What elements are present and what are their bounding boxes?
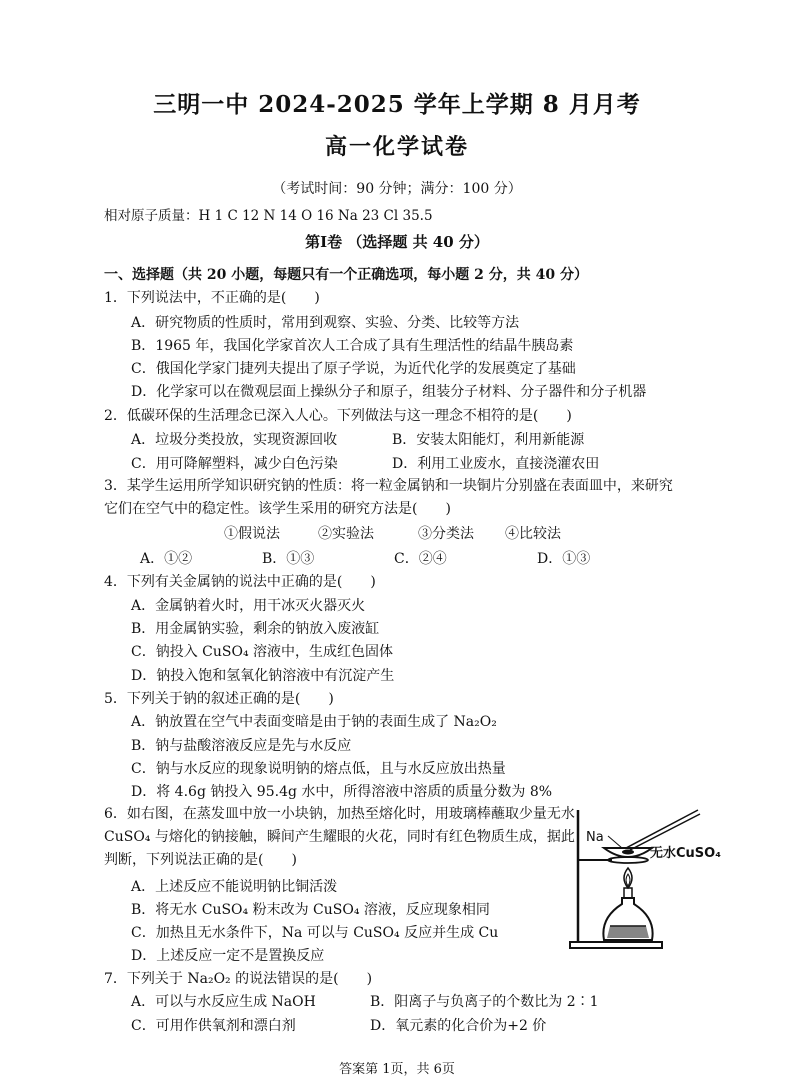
question-3-option-c: C．②④ [394, 551, 447, 567]
sodium-piece [622, 850, 634, 855]
atomic-masses: 相对原子质量：H 1 C 12 N 14 O 16 Na 23 Cl 35.5 [104, 208, 433, 224]
question-6-stem: 6．如右图，在蒸发皿中放一小块钠，加热至熔化时，用玻璃棒蘸取少量无水 CuSO₄ 与熔化的钠接触，瞬间产生耀眼的火花，同时有红色物质生成，据此判断，下列说法正确的是( ) [104, 806, 575, 868]
question-4-option-d: D．钠投入饱和氢氧化钠溶液中有沉淀产生 [131, 668, 395, 684]
question-2-option-a: A．垃圾分类投放，实现资源回收 [131, 432, 338, 448]
question-5-stem: 5．下列关于钠的叙述正确的是( ) [104, 691, 334, 707]
figure-label-na: Na [586, 830, 604, 845]
figure-label-cuso4: 无水CuSO₄ [650, 846, 721, 861]
exam-info: （考试时间：90 分钟；满分：100 分） [272, 181, 522, 197]
stand-base [570, 942, 662, 948]
question-6-option-a: A．上述反应不能说明钠比铜活泼 [131, 879, 338, 895]
question-4-option-a: A．金属钠着火时，用干冰灭火器灭火 [131, 598, 366, 614]
question-3-stem: 3．某学生运用所学知识研究钠的性质：将一粒金属钠和一块铜片分别盛在表面皿中，来研究它们在空气中的稳定性。该学生采用的研究方法是( ) [104, 478, 673, 517]
question-7-option-b: B．阳离子与负离子的个数比为 2∶1 [370, 994, 599, 1010]
question-2-stem: 2．低碳环保的生活理念已深入人心。下列做法与这一理念不相符的是( ) [104, 408, 572, 424]
question-4-option-c: C．钠投入 CuSO₄ 溶液中，生成红色固体 [131, 644, 394, 660]
question-5-option-a: A．钠放置在空气中表面变暗是由于钠的表面生成了 Na₂O₂ [131, 714, 497, 730]
question-3-method-1: ①假说法 [224, 526, 280, 542]
question-2-option-d: D．利用工业废水，直接浇灌农田 [392, 456, 600, 472]
question-7-stem: 7．下列关于 Na₂O₂ 的说法错误的是( ) [104, 971, 373, 987]
question-5-option-d: D．将 4.6g 钠投入 95.4g 水中，所得溶液中溶质的质量分数为 8% [131, 784, 553, 800]
question-3-option-b: B．①③ [262, 551, 315, 567]
question-1-option-c: C．俄国化学家门捷列夫提出了原子学说，为近代化学的发展奠定了基础 [131, 361, 576, 377]
question-6-option-c: C．加热且无水条件下，Na 可以与 CuSO₄ 反应并生成 Cu [131, 925, 499, 941]
question-3-method-4: ④比较法 [505, 526, 561, 542]
question-6-figure [560, 808, 740, 958]
question-7-option-a: A．可以与水反应生成 NaOH [131, 994, 316, 1010]
flame [624, 868, 632, 888]
section-heading: 一、选择题（共 20 小题，每题只有一个正确选项，每小题 2 分，共 40 分） [104, 267, 588, 283]
exam-subtitle: 高一化学试卷 [324, 134, 469, 160]
question-2-option-c: C．用可降解塑料，减少白色污染 [131, 456, 338, 472]
question-3-option-a: A．①② [140, 551, 193, 567]
question-5-option-b: B．钠与盐酸溶液反应是先与水反应 [131, 738, 352, 754]
question-4-stem: 4．下列有关金属钠的说法中正确的是( ) [104, 574, 376, 590]
question-5-option-c: C．钠与水反应的现象说明钠的熔点低，且与水反应放出热量 [131, 761, 506, 777]
exam-title: 三明一中 2024-2025 学年上学期 8 月月考 [153, 91, 641, 118]
volume-heading: 第Ⅰ卷 （选择题 共 40 分） [305, 233, 489, 251]
question-3-method-3: ③分类法 [418, 526, 474, 542]
lamp-wick-holder [624, 888, 632, 898]
na-pointer [608, 836, 622, 848]
question-7-option-c: C．可用作供氧剂和漂白剂 [131, 1018, 296, 1034]
question-2-option-b: B．安装太阳能灯，利用新能源 [392, 432, 585, 448]
question-1-option-a: A．研究物质的性质时，常用到观察、实验、分类、比较等方法 [131, 315, 520, 331]
page-footer: 答案第 1页，共 6页 [339, 1062, 455, 1077]
question-3-option-d: D．①③ [537, 551, 591, 567]
question-3-method-2: ②实验法 [318, 526, 374, 542]
question-7-option-d: D．氧元素的化合价为+2 价 [370, 1018, 547, 1034]
flame-inner [626, 874, 630, 886]
question-1-option-d: D．化学家可以在微观层面上操纵分子和原子，组装分子材料、分子器件和分子机器 [131, 384, 647, 400]
question-6-option-b: B．将无水 CuSO₄ 粉末改为 CuSO₄ 溶液，反应现象相同 [131, 902, 490, 918]
question-1-option-b: B．1965 年，我国化学家首次人工合成了具有生理活性的结晶牛胰岛素 [131, 338, 574, 354]
question-6-option-d: D．上述反应一定不是置换反应 [131, 948, 325, 964]
question-4-option-b: B．用金属钠实验，剩余的钠放入废液缸 [131, 621, 380, 637]
lamp-liquid [607, 926, 649, 938]
question-1-stem: 1．下列说法中，不正确的是( ) [104, 290, 320, 306]
